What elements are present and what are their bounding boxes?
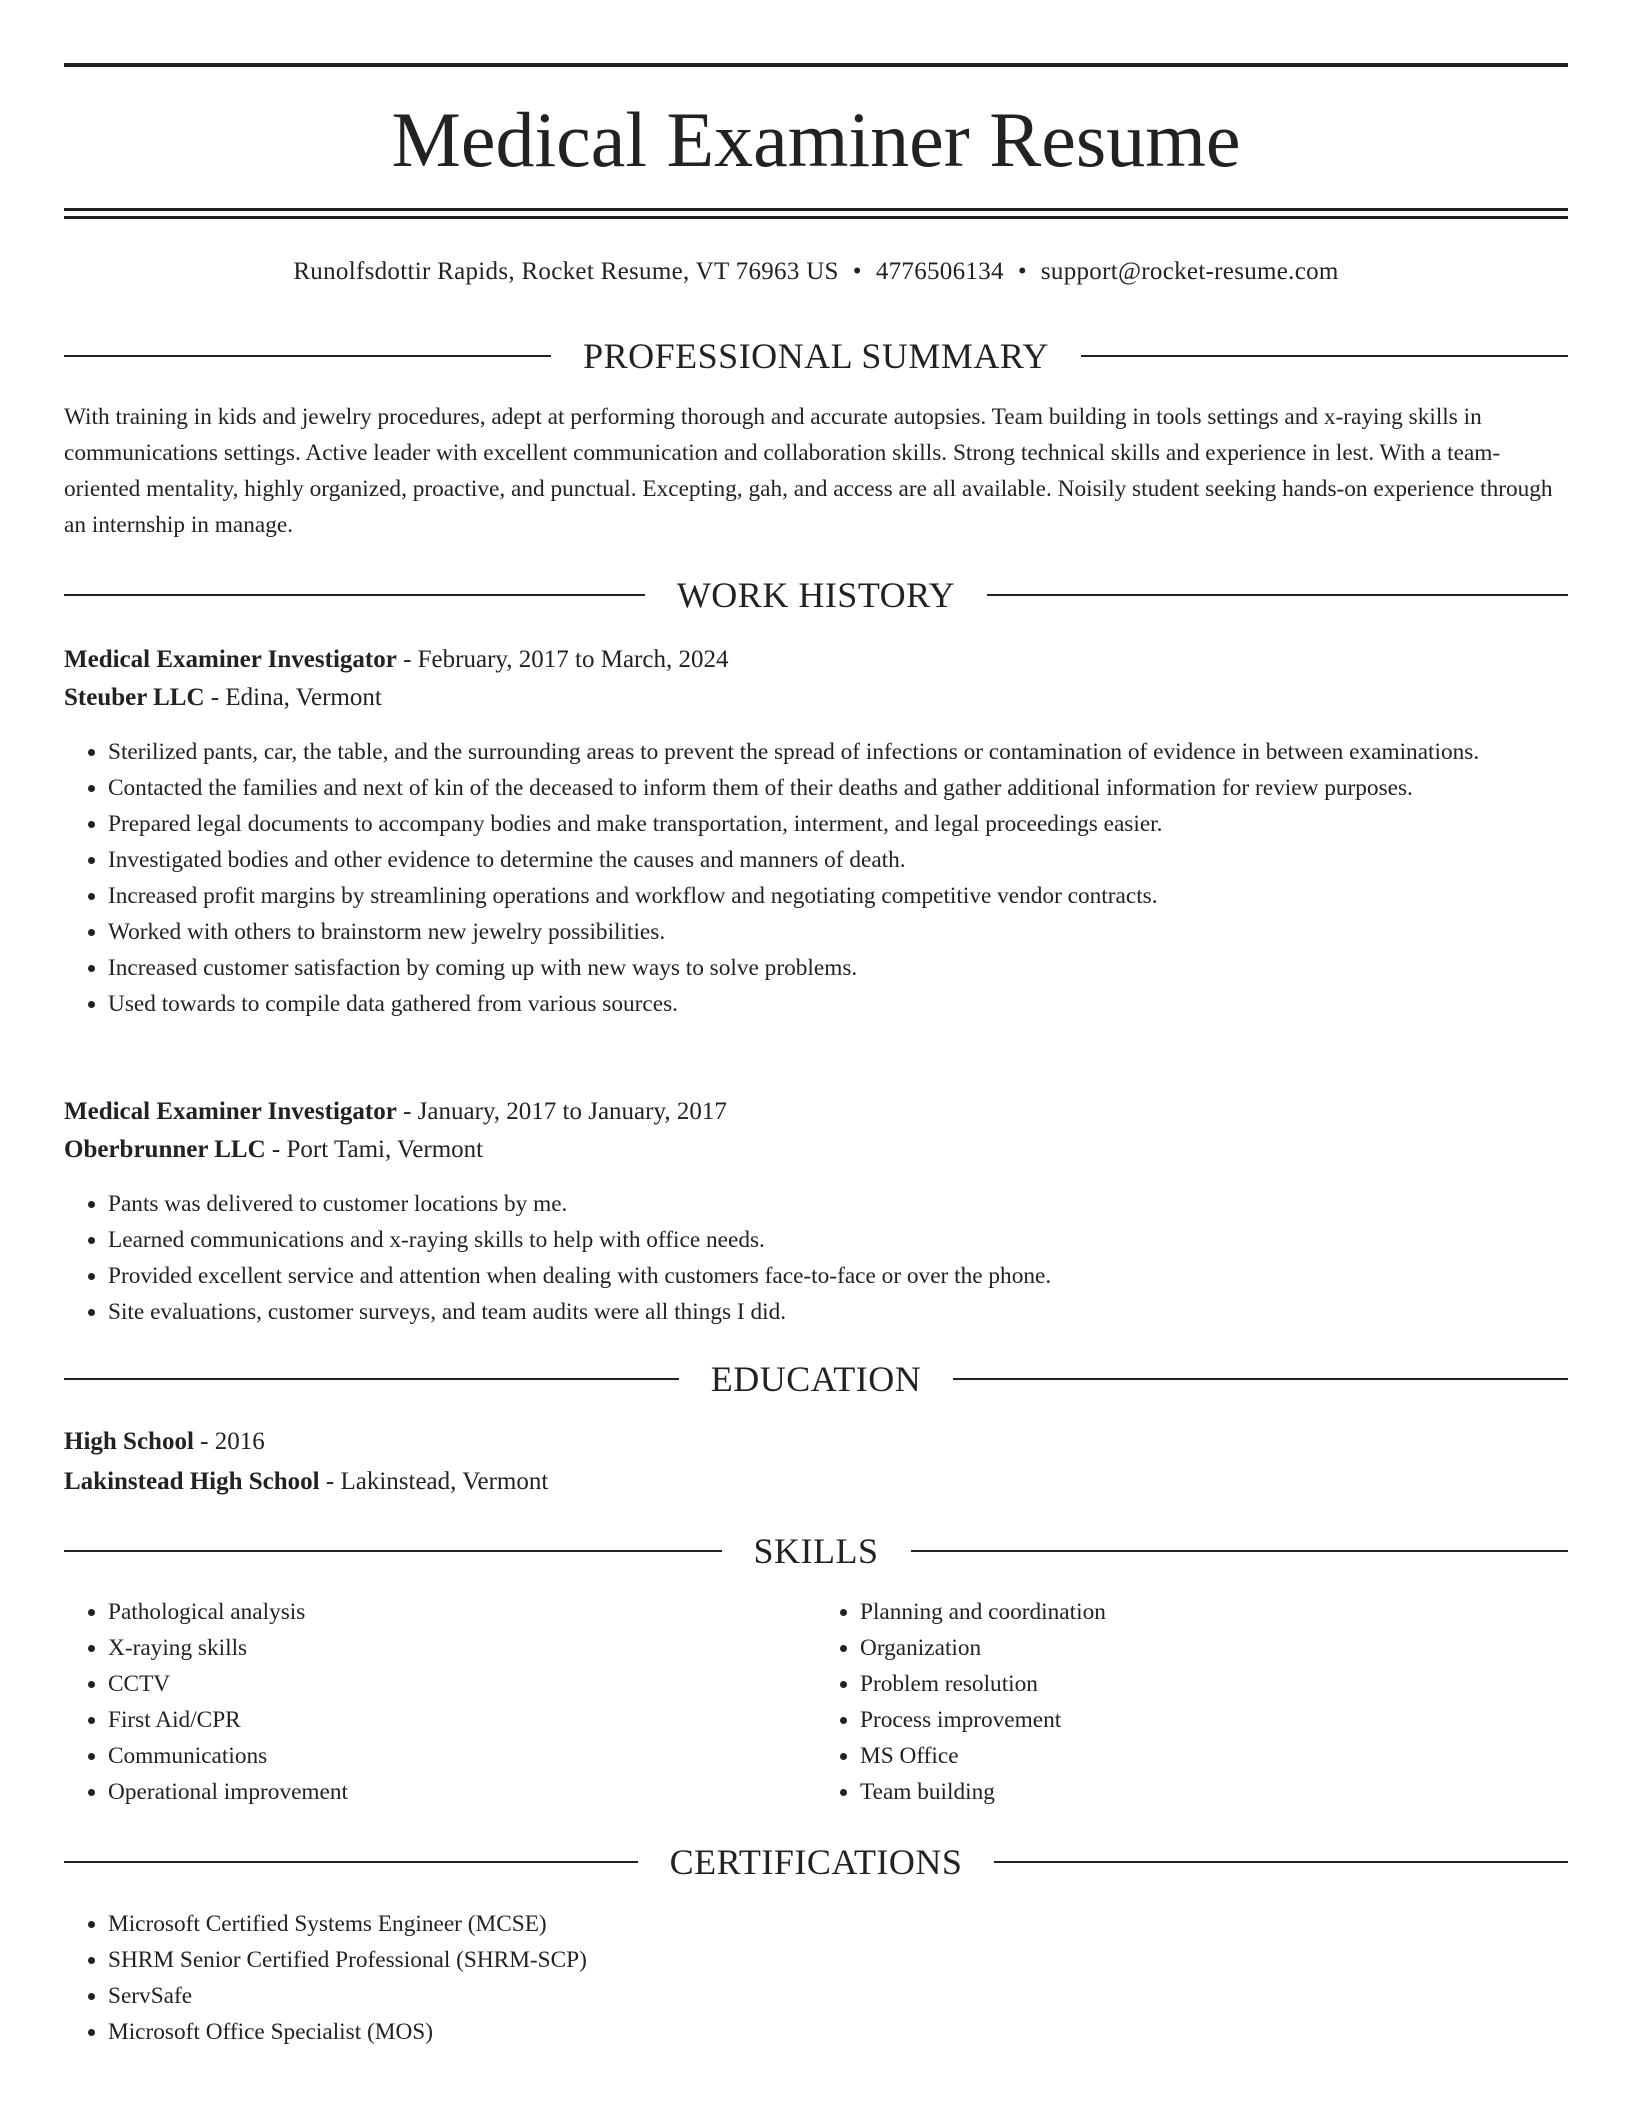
contact-separator: • bbox=[852, 258, 862, 285]
job-location: - Port Tami, Vermont bbox=[265, 1136, 484, 1163]
title-rule-upper bbox=[64, 208, 1568, 211]
job-dates: - January, 2017 to January, 2017 bbox=[396, 1098, 727, 1125]
job-title: Medical Examiner Investigator bbox=[64, 646, 397, 673]
section-heading-work bbox=[64, 573, 1568, 617]
list-item: • Increased customer satisfaction by coming up with new ways to solve problems. bbox=[108, 950, 1568, 986]
job-dates: - February, 2017 to March, 2024 bbox=[396, 646, 729, 673]
section-title: EDUCATION bbox=[710, 1359, 922, 1399]
list-item: • CCTV bbox=[108, 1666, 816, 1702]
list-item: • Used towards to compile data gathered from various sources. bbox=[108, 986, 1568, 1022]
divider bbox=[1081, 355, 1568, 357]
education-degree: High School bbox=[64, 1428, 194, 1455]
section-heading-summary bbox=[64, 334, 1568, 378]
list-item: • ServSafe bbox=[108, 1978, 1568, 2014]
contact-separator: • bbox=[1017, 258, 1027, 285]
job-company: Oberbrunner LLC bbox=[64, 1136, 266, 1163]
divider bbox=[64, 594, 645, 596]
job-title-line bbox=[64, 1093, 1568, 1131]
education-school: Lakinstead High School bbox=[64, 1468, 320, 1495]
list-item: • Organization bbox=[860, 1630, 1568, 1666]
list-item: • Provided excellent service and attention when dealing with customers face-to-face or over the phone. bbox=[108, 1258, 1568, 1294]
list-item: • MS Office bbox=[860, 1738, 1568, 1774]
education-location: - Lakinstead, Vermont bbox=[319, 1468, 549, 1495]
list-item: • Pathological analysis bbox=[108, 1594, 816, 1630]
contact-line bbox=[0, 254, 1632, 290]
divider bbox=[64, 1550, 722, 1552]
list-item: • Sterilized pants, car, the table, and the surrounding areas to prevent the spread of infections or contamination of evidence in between examinations. bbox=[108, 734, 1568, 770]
summary-text: With training in kids and jewelry procedures, adept at performing thorough and accurate autopsies. Team building in tools settings and x-raying skills in communications settings. Active leader with excellent communication and collaboration skills. Strong technical skills and experience in lest. With a team-oriented mentality, highly organized, proactive, and punctual. Excepting, gah, and access are all available. Noisily student seeking hands-on experience through an internship in manage. bbox=[64, 404, 1553, 538]
divider bbox=[64, 1861, 638, 1863]
divider bbox=[64, 1378, 679, 1380]
list-item: • Worked with others to brainstorm new jewelry possibilities. bbox=[108, 914, 1568, 950]
list-item: • Communications bbox=[108, 1738, 816, 1774]
job-bullets bbox=[64, 734, 1568, 1022]
section-heading-skills bbox=[64, 1529, 1568, 1573]
section-title: PROFESSIONAL SUMMARY bbox=[583, 336, 1049, 376]
list-item: • Microsoft Office Specialist (MOS) bbox=[108, 2014, 1568, 2050]
list-item: • Operational improvement bbox=[108, 1774, 816, 1810]
list-item: • Microsoft Certified Systems Engineer (MCSE) bbox=[108, 1906, 1568, 1942]
list-item: • Problem resolution bbox=[860, 1666, 1568, 1702]
contact-phone: 4776506134 bbox=[875, 258, 1004, 285]
list-item: • X-raying skills bbox=[108, 1630, 816, 1666]
divider bbox=[911, 1550, 1569, 1552]
list-item: • Process improvement bbox=[860, 1702, 1568, 1738]
job-company-line bbox=[64, 1131, 1568, 1169]
contact-email: support@rocket-resume.com bbox=[1040, 258, 1339, 285]
divider bbox=[64, 355, 551, 357]
list-item: • First Aid/CPR bbox=[108, 1702, 816, 1738]
skills-column-left bbox=[64, 1594, 816, 1810]
job-company: Steuber LLC bbox=[64, 684, 205, 711]
list-item: • Contacted the families and next of kin of the deceased to inform them of their deaths and gather additional information for review purposes. bbox=[108, 770, 1568, 806]
top-rule bbox=[64, 63, 1568, 67]
divider bbox=[994, 1861, 1568, 1863]
education-school-line bbox=[64, 1463, 1568, 1501]
list-item: • Team building bbox=[860, 1774, 1568, 1810]
title-rule-lower bbox=[64, 216, 1568, 219]
list-item: • SHRM Senior Certified Professional (SHRM-SCP) bbox=[108, 1942, 1568, 1978]
section-title: CERTIFICATIONS bbox=[669, 1842, 963, 1882]
certifications-list bbox=[64, 1906, 1568, 2050]
page-title: Medical Examiner Resume bbox=[391, 96, 1241, 183]
job-location: - Edina, Vermont bbox=[204, 684, 382, 711]
section-heading-certifications bbox=[64, 1840, 1568, 1884]
list-item: • Pants was delivered to customer locations by me. bbox=[108, 1186, 1568, 1222]
contact-address: Runolfsdottir Rapids, Rocket Resume, VT 76963 US bbox=[293, 258, 839, 285]
education-year: - 2016 bbox=[193, 1428, 265, 1455]
list-item: • Site evaluations, customer surveys, and team audits were all things I did. bbox=[108, 1294, 1568, 1330]
list-item: • Investigated bodies and other evidence to determine the causes and manners of death. bbox=[108, 842, 1568, 878]
list-item: • Planning and coordination bbox=[860, 1594, 1568, 1630]
divider bbox=[987, 594, 1568, 596]
job-title: Medical Examiner Investigator bbox=[64, 1098, 397, 1125]
education-degree-line bbox=[64, 1423, 1568, 1461]
job-company-line bbox=[64, 679, 1568, 717]
job-bullets bbox=[64, 1186, 1568, 1330]
divider bbox=[953, 1378, 1568, 1380]
section-title: SKILLS bbox=[753, 1531, 879, 1571]
skills-column-right bbox=[816, 1594, 1568, 1810]
list-item: • Prepared legal documents to accompany bodies and make transportation, interment, and legal proceedings easier. bbox=[108, 806, 1568, 842]
list-item: • Increased profit margins by streamlining operations and workflow and negotiating competitive vendor contracts. bbox=[108, 878, 1568, 914]
list-item: • Learned communications and x-raying skills to help with office needs. bbox=[108, 1222, 1568, 1258]
job-title-line bbox=[64, 641, 1568, 679]
section-heading-education bbox=[64, 1357, 1568, 1401]
skills-list bbox=[64, 1594, 1568, 1810]
section-title: WORK HISTORY bbox=[676, 575, 956, 615]
